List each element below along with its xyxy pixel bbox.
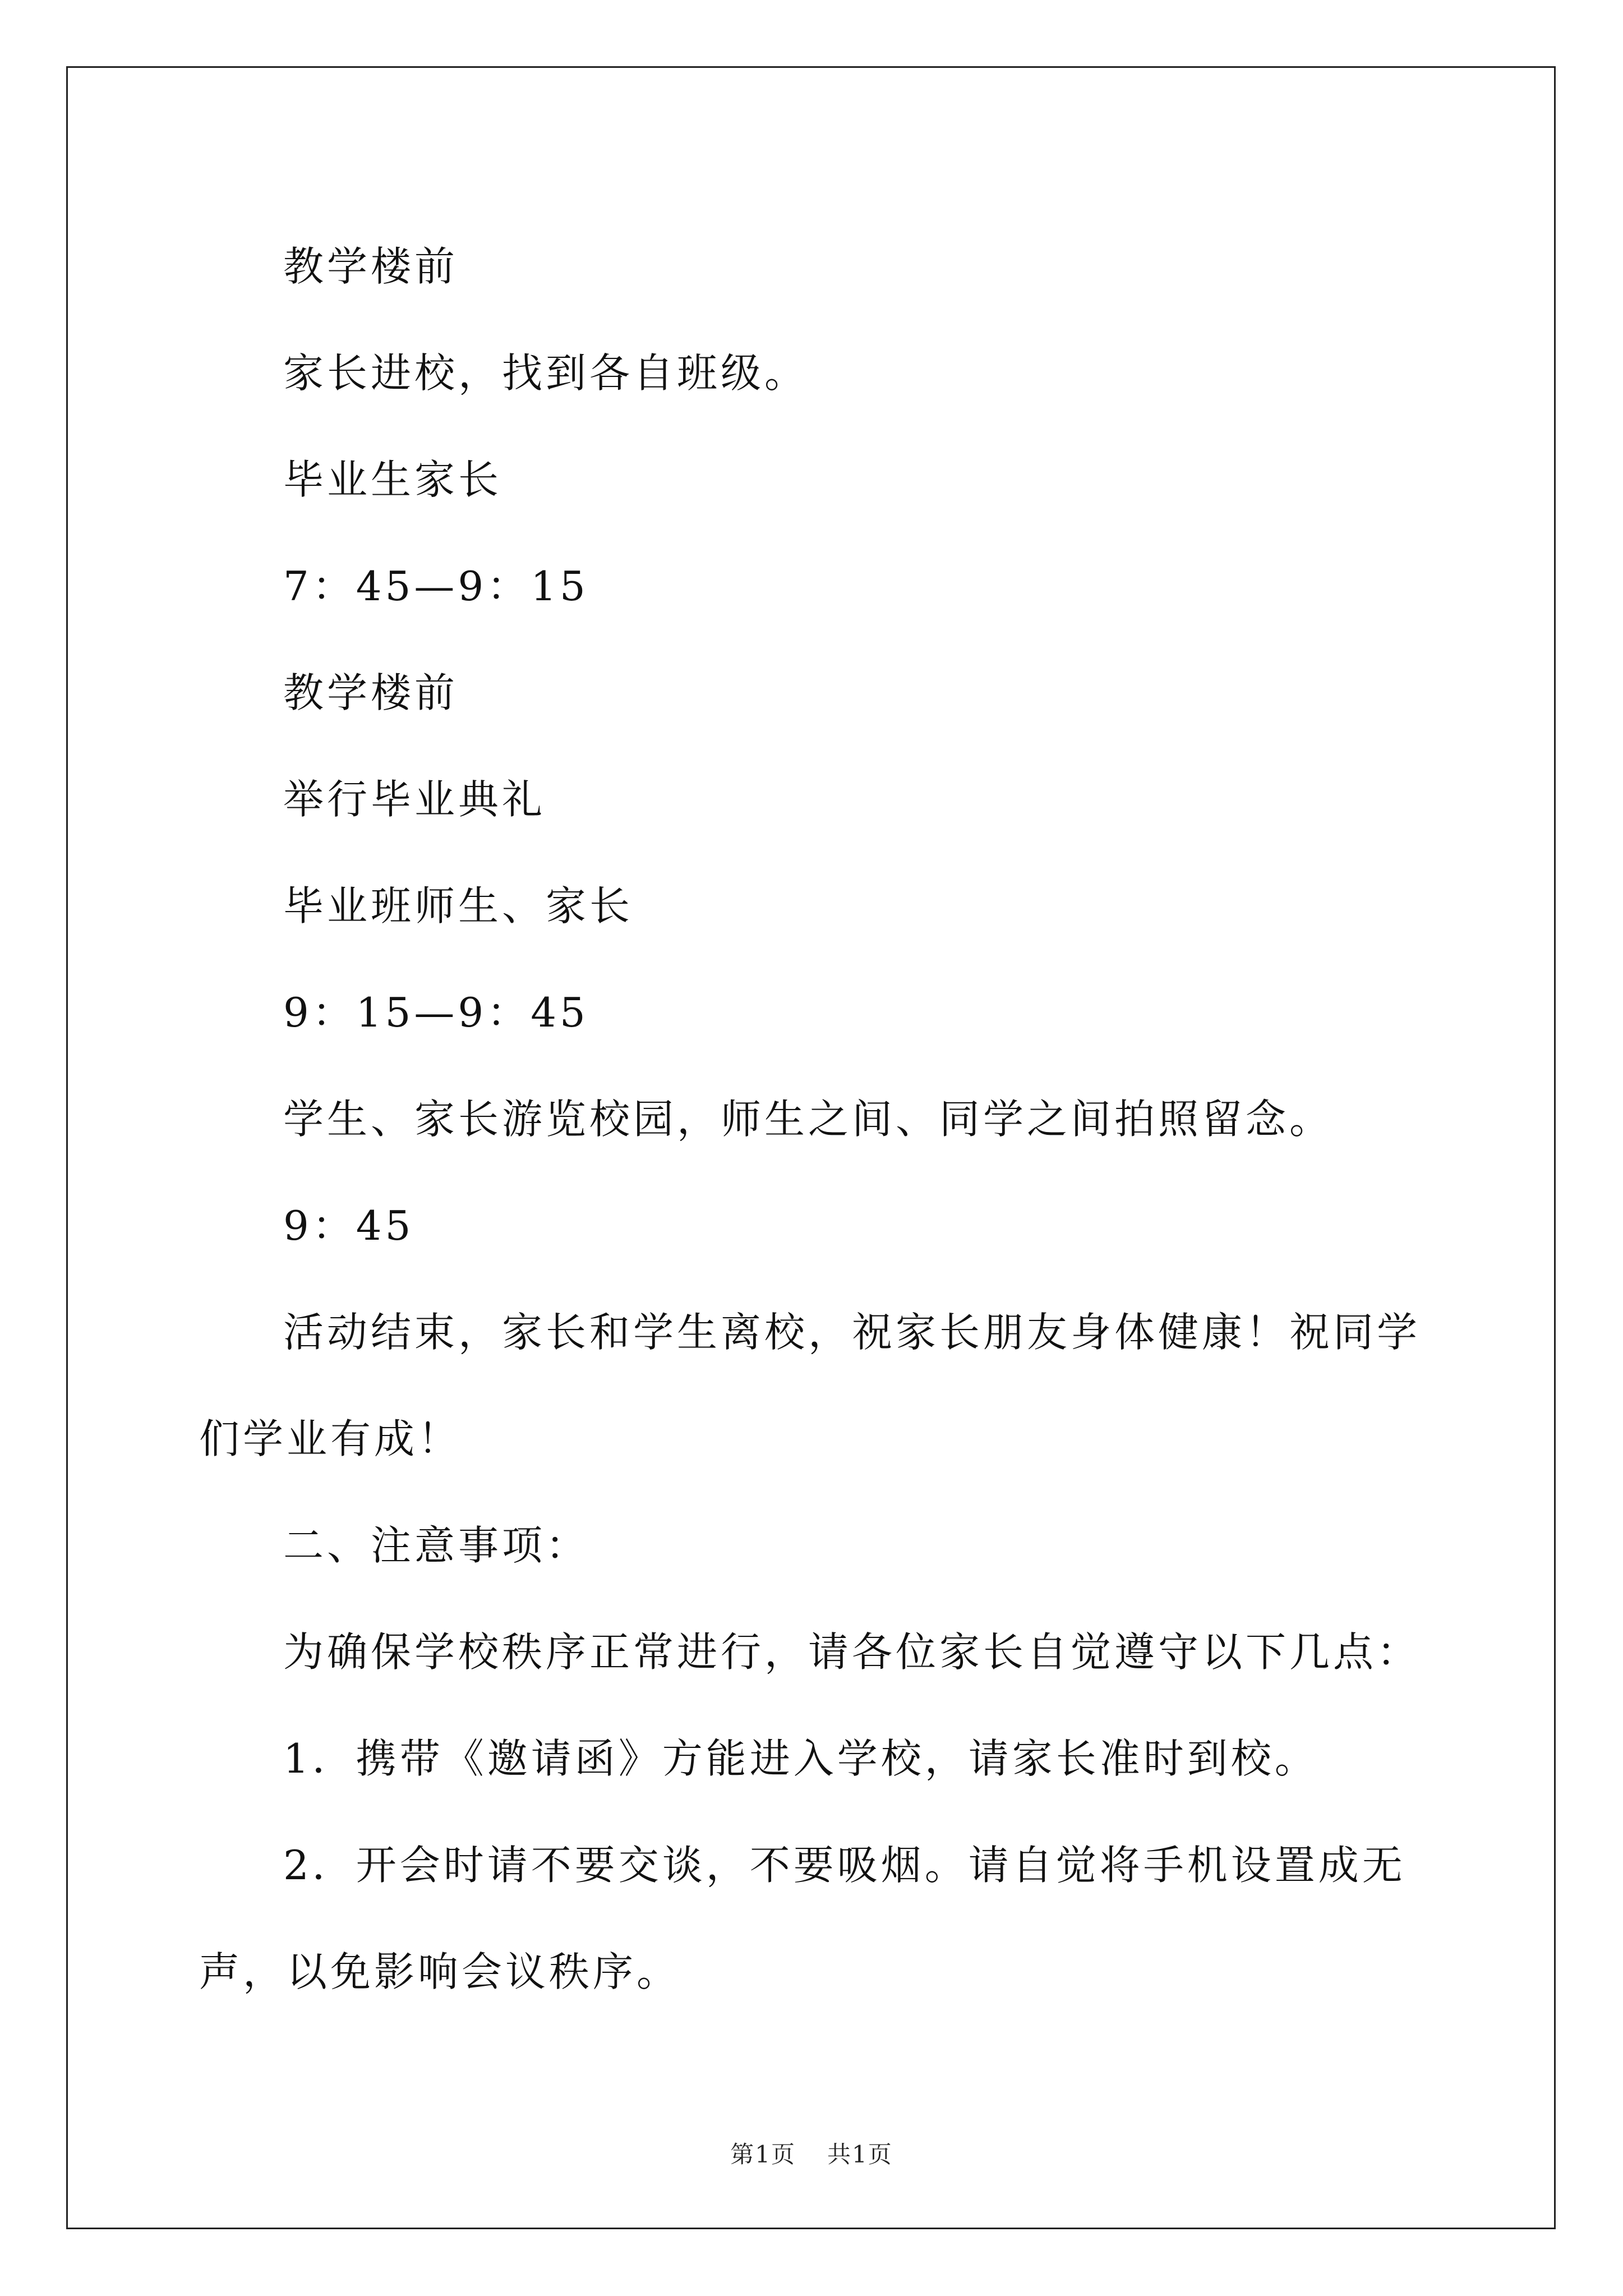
list-item: 1．携带《邀请函》方能进入学校，请家长准时到校。 [283,1735,1318,1782]
paragraph: 家长进校，找到各自班级。 [283,349,809,397]
page-footer [0,2136,1623,2170]
paragraph: 9：45 [283,1202,414,1249]
paragraph: 举行毕业典礼 [283,776,546,823]
paragraph: 9：15—9：45 [283,989,589,1036]
list-item: 2．开会时请不要交谈，不要吸烟。请自觉将手机设置成无声，以免影响会议秩序。 [199,1842,1406,1995]
paragraph: 毕业班师生、家长 [283,882,634,930]
paragraph: 活动结束，家长和学生离校，祝家长朋友身体健康！祝同学们学业有成！ [199,1309,1421,1462]
paragraph: 为确保学校秩序正常进行，请各位家长自觉遵守以下几点： [283,1628,1421,1676]
page-total: 共1页 [827,2141,893,2168]
paragraph: 学生、家长游览校园，师生之间、同学之间拍照留念。 [283,1096,1334,1143]
paragraph: 7：45—9：15 [283,563,589,610]
document-body [199,213,1431,2025]
paragraph: 教学楼前 [283,669,459,716]
section-heading: 二、注意事项： [283,1522,590,1569]
paragraph: 教学楼前 [283,243,459,290]
paragraph: 毕业生家长 [283,456,502,503]
page-number: 第1页 [730,2141,796,2168]
